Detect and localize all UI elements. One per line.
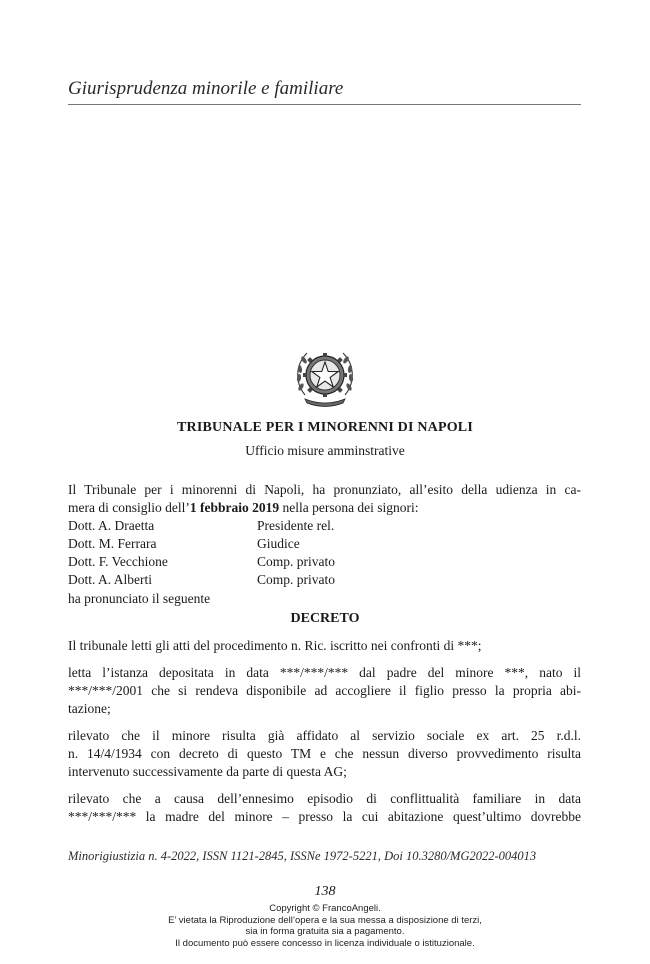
- copyright-notice: [0, 903, 650, 949]
- paragraph-line: letta l’istanza depositata in data ***/***/*** dal padre del minore ***, nato il: [68, 665, 581, 680]
- copyright-line: Copyright © FrancoAngeli.: [269, 903, 381, 914]
- intro-line: Il Tribunale per i minorenni di Napoli, ha pronunziato, all’esito della udienza in ca-: [68, 482, 581, 497]
- paragraph-line: tazione;: [68, 701, 111, 716]
- paragraph-line: ***/***/*** la madre del minore – presso la cui abitazione quest’ultimo dovrebbe: [68, 809, 581, 824]
- intro-paragraph: [68, 481, 581, 517]
- paragraph-line: rilevato che a causa dell’ennesimo episodio di conflittualità familiare in data: [68, 791, 581, 806]
- panel-row: [68, 553, 581, 571]
- intro-text: mera di consiglio dell’: [68, 500, 190, 515]
- judge-name: Dott. A. Draetta: [68, 518, 155, 533]
- judge-name: Dott. M. Ferrara: [68, 536, 157, 551]
- copyright-line: sia in forma gratuita sia a pagamento.: [245, 926, 405, 937]
- italian-republic-emblem-icon: [291, 343, 359, 411]
- panel-row: [68, 571, 581, 589]
- paragraph-line: n. 14/4/1934 con decreto di questo TM e che nessun diverso provvedimento risulta: [68, 746, 581, 761]
- intro-text: nella persona dei signori:: [279, 500, 419, 515]
- paragraph-line: ***/***/2001 che si rendeva disponibile ad accogliere il figlio presso la propria abi-: [68, 683, 581, 698]
- judge-name: Dott. F. Vecchione: [68, 554, 168, 569]
- paragraph-3: [68, 727, 581, 781]
- judge-role: Comp. privato: [257, 572, 335, 587]
- panel-row: [68, 517, 581, 535]
- paragraph-2: [68, 664, 581, 718]
- hearing-date: 1 febbraio 2019: [189, 500, 280, 515]
- copyright-line: Il documento può essere concesso in licenza individuale o istituzionale.: [175, 937, 475, 949]
- paragraph-1: Il tribunale letti gli atti del procedimento n. Ric. iscritto nei confronti di ***;: [68, 638, 482, 653]
- journal-citation: Minorigiustizia n. 4-2022, ISSN 1121-2845, ISSNe 1972-5221, Doi 10.3280/MG2022-004013: [68, 849, 537, 863]
- copyright-line: E’ vietata la Riproduzione dell’opera e la sua messa a disposizione di terzi,: [168, 914, 482, 926]
- judges-panel: [68, 517, 581, 589]
- intro-line: [68, 499, 581, 517]
- pronounced-text: ha pronunciato il seguente: [68, 591, 211, 606]
- journal-section-title: Giurisprudenza minorile e familiare: [68, 78, 344, 99]
- page-number: 138: [314, 884, 336, 899]
- judge-name: Dott. A. Alberti: [68, 572, 152, 587]
- decree-title: DECRETO: [290, 611, 360, 626]
- panel-row: [68, 535, 581, 553]
- judge-role: Presidente rel.: [257, 518, 335, 533]
- paragraph-line: intervenuto successivamente da parte di questa AG;: [68, 764, 347, 779]
- header-rule: [68, 104, 581, 105]
- judge-role: Comp. privato: [257, 554, 335, 569]
- court-name: TRIBUNALE PER I MINORENNI DI NAPOLI: [177, 420, 473, 435]
- paragraph-line: rilevato che il minore risulta già affidato al servizio sociale ex art. 25 r.d.l.: [68, 728, 581, 743]
- paragraph-4: [68, 790, 581, 826]
- court-office: Ufficio misure amminstrative: [245, 443, 405, 458]
- judge-role: Giudice: [257, 536, 300, 551]
